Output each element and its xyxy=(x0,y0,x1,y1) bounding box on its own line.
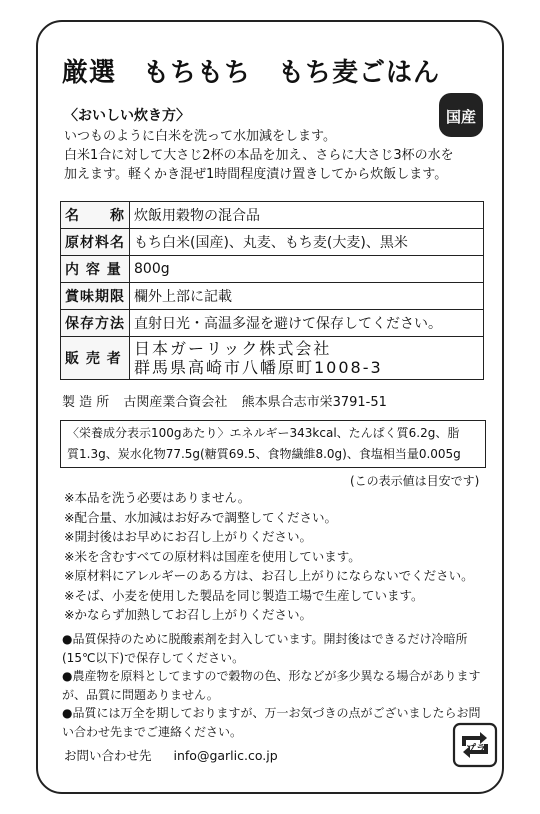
bestbefore-value: 欄外上部に記載 xyxy=(130,283,484,310)
spec-row-volume xyxy=(61,256,484,283)
seller-label: 販 売 者 xyxy=(61,337,130,380)
spec-table xyxy=(60,201,484,380)
manufacturer-address: 熊本県合志市栄3791-51 xyxy=(241,395,387,410)
quality-bullets xyxy=(62,630,492,741)
nutrition-line-1: 〈栄養成分表示100gあたり〉エネルギー343kcal、たんぱく質6.2g、脂 xyxy=(67,426,460,440)
spec-row-name xyxy=(61,202,484,229)
contact-line xyxy=(64,746,278,764)
volume-value: 800g xyxy=(130,256,484,283)
product-title: 厳選 もちもち もち麦ごはん xyxy=(62,58,441,88)
bullet-item: ●品質には万全を期しておりますが、万一お気づきの点がございましたらお問い合わせ先までご連絡ください。 xyxy=(62,706,481,739)
spec-row-seller xyxy=(61,337,484,380)
bestbefore-label: 賞味期限 xyxy=(61,283,130,310)
domestic-badge-icon xyxy=(436,90,486,140)
note-item: ※本品を洗う必要はありません。 xyxy=(64,490,251,505)
cooking-line-3: 加えます。軽くかき混ぜ1時間程度漬け置きしてから炊飯します。 xyxy=(64,167,448,182)
recycle-pla-icon xyxy=(452,722,498,768)
spec-row-bestbefore xyxy=(61,283,484,310)
note-item: ※そば、小麦を使用した製品を同じ製造工場で生産しています。 xyxy=(64,587,424,603)
manufacturer-company: 古関産業合資会社 xyxy=(123,395,228,410)
manufacturer-label: 製 造 所 xyxy=(62,395,110,410)
ingredients-value: もち白米(国産)、丸麦、もち麦(大麦)、黒米 xyxy=(130,229,484,256)
note-item: ※かならず加熱してお召し上がりください。 xyxy=(64,607,312,622)
bullet-item: ●品質保持のために脱酸素剤を封入しています。開封後はできるだけ冷暗所(15℃以下)で保存してください。 xyxy=(62,632,468,665)
seller-company: 日本ガーリック株式会社 xyxy=(134,339,332,358)
contact-email: info@garlic.co.jp xyxy=(173,748,278,763)
nutrition-box xyxy=(60,420,486,468)
seller-value xyxy=(130,337,484,380)
note-item: ※配合量、水加減はお好みで調整してください。 xyxy=(64,509,337,525)
recycle-pla-text: プラ xyxy=(466,744,486,755)
spec-row-storage xyxy=(61,310,484,337)
contact-label: お問い合わせ先 xyxy=(64,748,152,763)
name-value: 炊飯用穀物の混合品 xyxy=(130,202,484,229)
cooking-line-1: いつものように白米を洗って水加減をします。 xyxy=(64,129,336,144)
ingredients-label: 原材料名 xyxy=(61,229,130,256)
storage-value: 直射日光・高温多湿を避けて保存してください。 xyxy=(130,310,484,337)
note-item: ※開封後はお早めにお召し上がりください。 xyxy=(64,529,312,544)
nutrition-note: (この表示値は目安です) xyxy=(350,474,480,488)
note-item: ※原材料にアレルギーのある方は、お召し上がりにならないでください。 xyxy=(64,568,474,583)
cooking-line-2: 白米1合に対して大さじ2杯の本品を加え、さらに大さじ3杯の水を xyxy=(64,148,454,163)
note-item: ※米を含むすべての原材料は国産を使用しています。 xyxy=(64,548,361,564)
storage-label: 保存方法 xyxy=(61,310,130,337)
cooking-heading: 〈おいしい炊き方〉 xyxy=(64,108,190,124)
spec-row-ingredients xyxy=(61,229,484,256)
caution-notes xyxy=(64,488,474,625)
domestic-badge-text: 国産 xyxy=(445,108,477,126)
seller-address: 群馬県高崎市八幡原町1008-3 xyxy=(134,358,383,377)
nutrition-line-2: 質1.3g、炭水化物77.5g(糖質69.5、食物繊維8.0g)、食塩相当量0.005g xyxy=(67,447,461,461)
manufacturer-line xyxy=(62,391,397,410)
volume-label: 内 容 量 xyxy=(61,256,130,283)
bullet-item: ●農産物を原料としてますので穀物の色、形などが多少異なる場合がありますが、品質に問題ありません。 xyxy=(62,669,481,702)
name-label: 名 称 xyxy=(61,202,130,229)
